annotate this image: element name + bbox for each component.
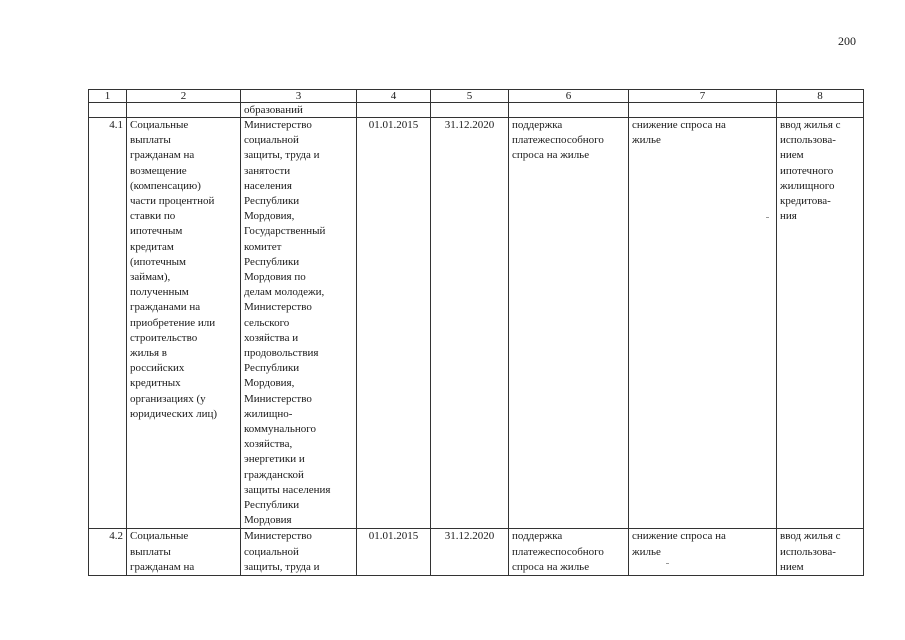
empty-cell (777, 103, 864, 118)
start-date: 01.01.2015 (357, 118, 431, 529)
empty-cell (431, 103, 509, 118)
header-cell: 4 (357, 90, 431, 103)
row-number: 4.1 (89, 118, 127, 529)
start-date: 01.01.2015 (357, 529, 431, 576)
end-date: 31.12.2020 (431, 118, 509, 529)
measure-name: Социальные выплаты гражданам на (127, 529, 241, 576)
header-cell: 5 (431, 90, 509, 103)
expected-result: поддержка платежеспособного спроса на жилье (509, 118, 629, 529)
empty-cell (89, 103, 127, 118)
header-cell: 6 (509, 90, 629, 103)
empty-cell (127, 103, 241, 118)
indicator: ввод жилья с использова- нием (777, 529, 864, 576)
program-measures-table (88, 89, 864, 576)
row-number: 4.2 (89, 529, 127, 576)
executor: Министерство социальной защиты, труда и занятости населения Республики Мордовия, Государственный комитет Республики Мордовия по делам молодежи, Министерство сельского хозяйства и продовольствия Республики Мордовия, Министерство жилищно- коммунального хозяйства, энергетики и гражданской защиты населения Республики Мордовия (241, 118, 357, 529)
page-number: 200 (838, 34, 856, 48)
header-row (89, 90, 864, 103)
header-cell: 8 (777, 90, 864, 103)
table-row (89, 529, 864, 576)
consequence: снижение спроса на жилье (629, 118, 777, 529)
executor: Министерство социальной защиты, труда и (241, 529, 357, 576)
indicator: ввод жилья с использова- нием ипотечного жилищного кредитова- ния (777, 118, 864, 529)
header-cell: 1 (89, 90, 127, 103)
continuation-executor: образований (241, 103, 357, 118)
scan-speck (766, 217, 769, 218)
header-cell: 3 (241, 90, 357, 103)
header-cell: 7 (629, 90, 777, 103)
expected-result: поддержка платежеспособного спроса на жилье (509, 529, 629, 576)
table-row (89, 118, 864, 529)
end-date: 31.12.2020 (431, 529, 509, 576)
header-cell: 2 (127, 90, 241, 103)
consequence: снижение спроса на жилье (629, 529, 777, 576)
empty-cell (509, 103, 629, 118)
empty-cell (357, 103, 431, 118)
continuation-row (89, 103, 864, 118)
scan-speck (666, 563, 669, 564)
empty-cell (629, 103, 777, 118)
measure-name: Социальные выплаты гражданам на возмещение (компенсацию) части процентной ставки по ипотечным кредитам (ипотечным займам), полученным гражданами на приобретение или строительство жилья в российских кредитных организациях (у юридических лиц) (127, 118, 241, 529)
